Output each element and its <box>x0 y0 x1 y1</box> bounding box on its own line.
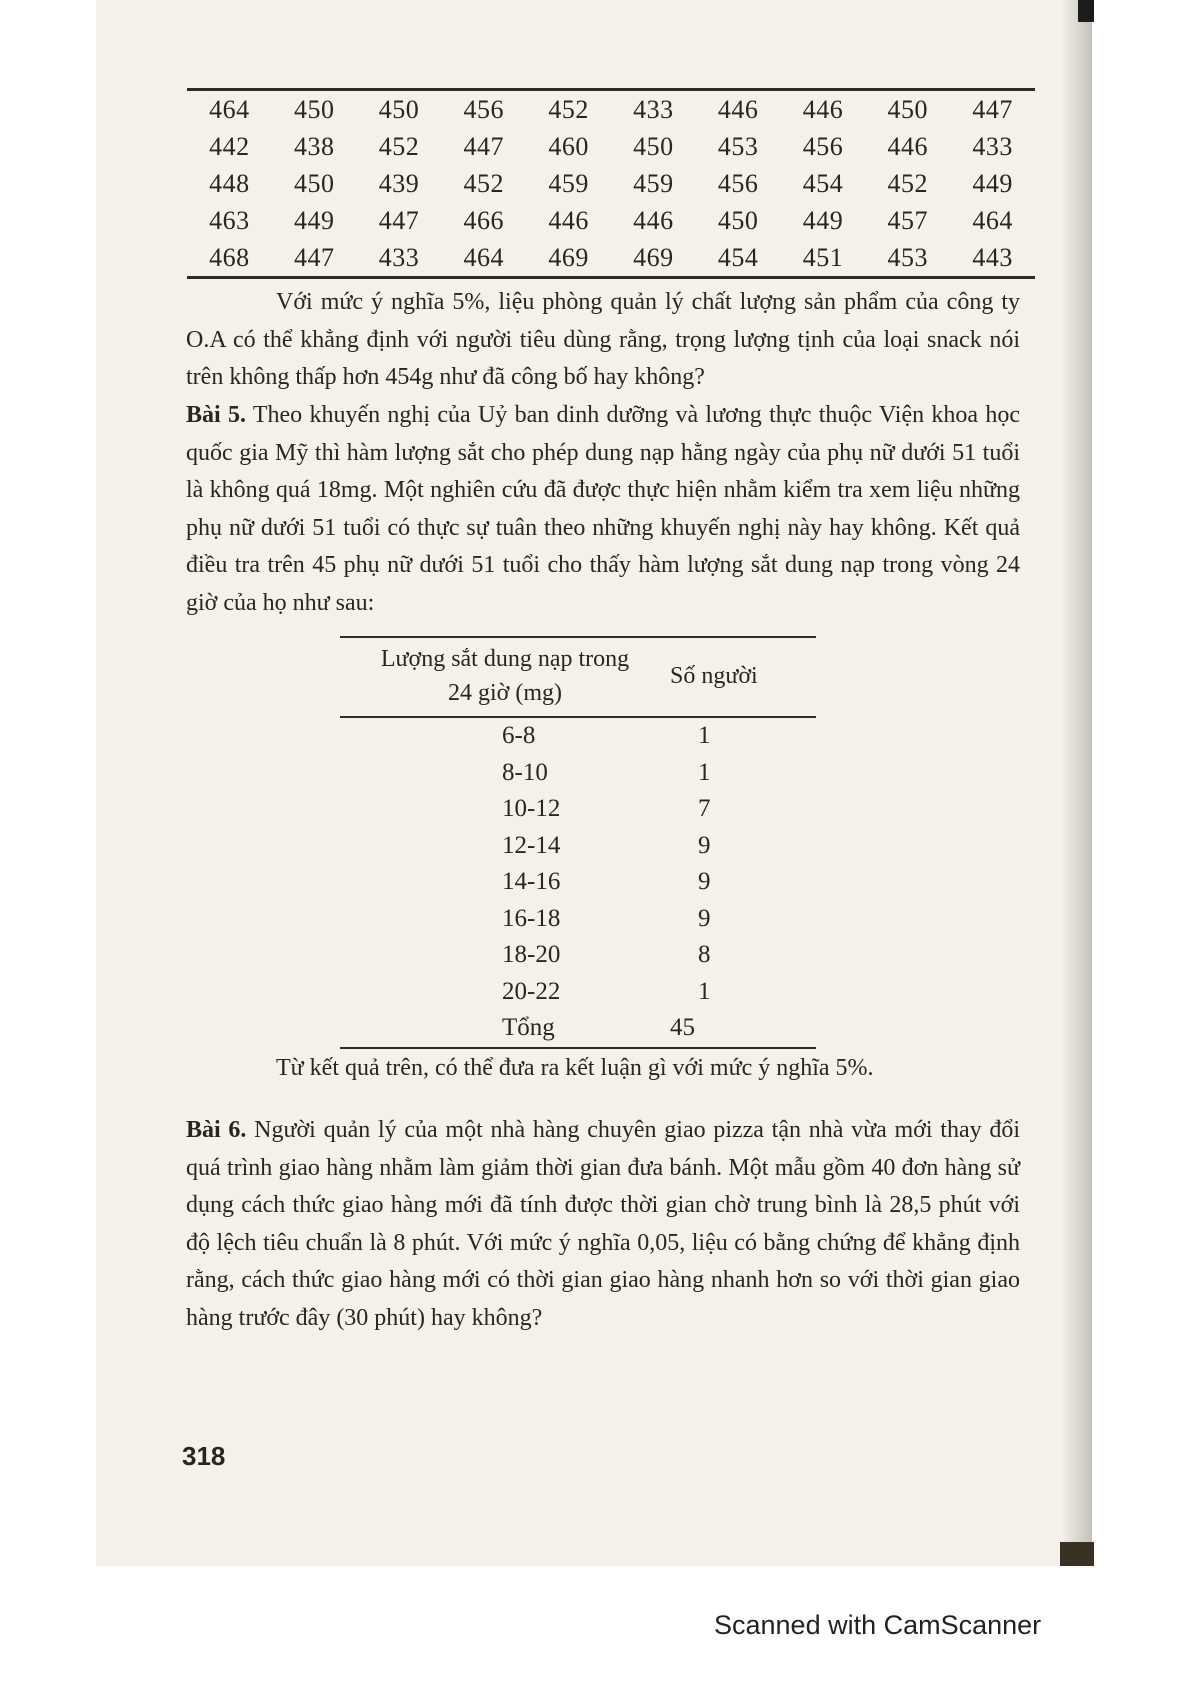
exercise-6-label: Bài 6. <box>186 1117 247 1143</box>
paragraph-question-4 <box>186 284 1020 397</box>
iron-range-cell: 20-22 <box>502 977 561 1005</box>
table-row <box>340 864 816 901</box>
data-cell: 449 <box>972 168 1013 198</box>
data-row <box>187 202 1035 239</box>
table-row <box>340 791 816 828</box>
scan-edge-mark <box>1078 0 1094 22</box>
data-cell: 464 <box>463 242 505 272</box>
data-cell: 456 <box>802 131 844 161</box>
data-cell: 452 <box>378 131 420 161</box>
data-cell: 433 <box>972 131 1013 161</box>
table-row <box>340 717 816 755</box>
total-label: Tổng <box>502 1014 555 1042</box>
count-cell: 1 <box>698 722 711 750</box>
table-row <box>340 755 816 792</box>
iron-intake-table <box>340 636 816 1049</box>
header-iron-range-line2: 24 giờ (mg) <box>447 680 562 706</box>
data-cell: 450 <box>378 94 420 124</box>
data-cell: 443 <box>972 242 1013 272</box>
data-cell: 464 <box>972 205 1013 235</box>
data-cell: 447 <box>378 205 420 235</box>
data-cell: 459 <box>633 168 674 198</box>
data-cell: 447 <box>463 131 505 161</box>
data-cell: 447 <box>293 242 335 272</box>
data-cell: 464 <box>209 94 250 124</box>
data-cell: 457 <box>887 205 929 235</box>
data-cell: 459 <box>548 168 589 198</box>
iron-range-cell: 8-10 <box>502 758 548 786</box>
data-cell: 453 <box>887 242 929 272</box>
data-cell: 446 <box>548 205 589 235</box>
data-cell: 456 <box>463 94 505 124</box>
iron-range-cell: 18-20 <box>502 941 561 969</box>
data-cell: 469 <box>548 242 589 272</box>
total-row <box>340 1010 816 1048</box>
page-edge-shadow <box>1060 0 1092 1566</box>
data-cell: 446 <box>717 94 759 124</box>
data-row <box>187 239 1035 278</box>
data-cell: 451 <box>802 242 844 272</box>
exercise-6-text: Người quản lý của một nhà hàng chuyên giao pizza tận nhà vừa mới thay đổi quá trình giao hàng nhằm làm giảm thời gian đưa bánh. Một mẫu gồm 40 đơn hàng sử dụng cách thức giao hàng mới đã tính được thời gian chờ trung bình là 28,5 phút với độ lệch tiêu chuẩn là 8 phút. Với mức ý nghĩa 0,05, liệu có bằng chứng để khẳng định rằng, cách thức giao hàng mới có thời gian giao hàng nhanh hơn so với thời gian giao hàng trước đây (30 phút) hay không? <box>186 1117 1020 1331</box>
iron-range-cell: 12-14 <box>502 831 561 859</box>
data-cell: 439 <box>378 168 420 198</box>
data-cell: 448 <box>209 168 250 198</box>
iron-range-cell: 16-18 <box>502 904 561 932</box>
camscanner-watermark: Scanned with CamScanner <box>714 1610 1042 1640</box>
data-cell: 460 <box>548 131 589 161</box>
data-row <box>187 165 1035 202</box>
data-cell: 433 <box>633 94 674 124</box>
data-cell: 449 <box>802 205 844 235</box>
count-cell: 7 <box>698 795 711 823</box>
count-cell: 9 <box>698 904 711 932</box>
data-cell: 450 <box>293 94 335 124</box>
data-cell: 433 <box>378 242 420 272</box>
data-cell: 438 <box>293 131 335 161</box>
data-row <box>187 128 1035 165</box>
data-cell: 452 <box>463 168 505 198</box>
data-cell: 456 <box>717 168 759 198</box>
count-cell: 1 <box>698 977 711 1005</box>
paragraph-question-4-text: Với mức ý nghĩa 5%, liệu phòng quản lý chất lượng sản phẩm của công ty O.A có thể khẳng định với người tiêu dùng rằng, trọng lượng tịnh của loại snack nói trên không thấp hơn 454g như đã công bố hay không? <box>186 289 1020 390</box>
data-row <box>187 90 1035 129</box>
exercise-5 <box>186 397 1020 622</box>
exercise-5-label: Bài 5. <box>186 402 246 428</box>
data-cell: 446 <box>802 94 844 124</box>
total-value: 45 <box>670 1014 695 1042</box>
count-cell: 8 <box>698 941 711 969</box>
paragraph-conclusion <box>186 1050 1020 1088</box>
count-cell: 9 <box>698 831 711 859</box>
data-cell: 450 <box>633 131 674 161</box>
data-cell: 454 <box>717 242 759 272</box>
data-cell: 453 <box>717 131 759 161</box>
paragraph-conclusion-text: Từ kết quả trên, có thể đưa ra kết luận gì với mức ý nghĩa 5%. <box>276 1055 874 1081</box>
page-number: 318 <box>182 1441 226 1471</box>
data-cell: 446 <box>633 205 674 235</box>
data-cell: 446 <box>887 131 929 161</box>
exercise-5-text: Theo khuyến nghị của Uỷ ban dinh dưỡng và lương thực thuộc Viện khoa học quốc gia Mỹ thì hàm lượng sắt cho phép dung nạp hằng ngày của phụ nữ dưới 51 tuổi là không quá 18mg. Một nghiên cứu đã được thực hiện nhằm kiểm tra xem liệu những phụ nữ dưới 51 tuổi có thực sự tuân theo những khuyến nghị này hay không. Kết quả điều tra trên 45 phụ nữ dưới 51 tuổi cho thấy hàm lượng sắt dung nạp trong vòng 24 giờ của họ như sau: <box>186 402 1020 616</box>
count-cell: 9 <box>698 868 711 896</box>
weight-data-table <box>187 88 1035 279</box>
table-row <box>340 937 816 974</box>
data-cell: 447 <box>972 94 1013 124</box>
data-cell: 468 <box>209 242 250 272</box>
table-row <box>340 901 816 938</box>
data-cell: 450 <box>887 94 929 124</box>
data-cell: 466 <box>463 205 505 235</box>
data-cell: 463 <box>209 205 250 235</box>
header-count-label: Số người <box>670 663 758 689</box>
data-cell: 449 <box>293 205 335 235</box>
scan-edge-mark-bottom <box>1060 1542 1094 1566</box>
header-count <box>670 637 816 717</box>
header-iron-range-line1: Lượng sắt dung nạp trong <box>380 646 630 672</box>
data-cell: 469 <box>633 242 674 272</box>
iron-range-cell: 10-12 <box>502 795 561 823</box>
data-cell: 442 <box>209 131 250 161</box>
data-cell: 452 <box>887 168 929 198</box>
count-cell: 1 <box>698 758 711 786</box>
table-row <box>340 828 816 865</box>
iron-range-cell: 6-8 <box>502 722 536 750</box>
header-iron-range <box>340 637 670 717</box>
exercise-6 <box>186 1112 1020 1337</box>
data-cell: 450 <box>717 205 759 235</box>
data-cell: 454 <box>802 168 844 198</box>
table-row <box>340 974 816 1011</box>
data-cell: 452 <box>548 94 589 124</box>
iron-range-cell: 14-16 <box>502 868 561 896</box>
data-cell: 450 <box>293 168 335 198</box>
